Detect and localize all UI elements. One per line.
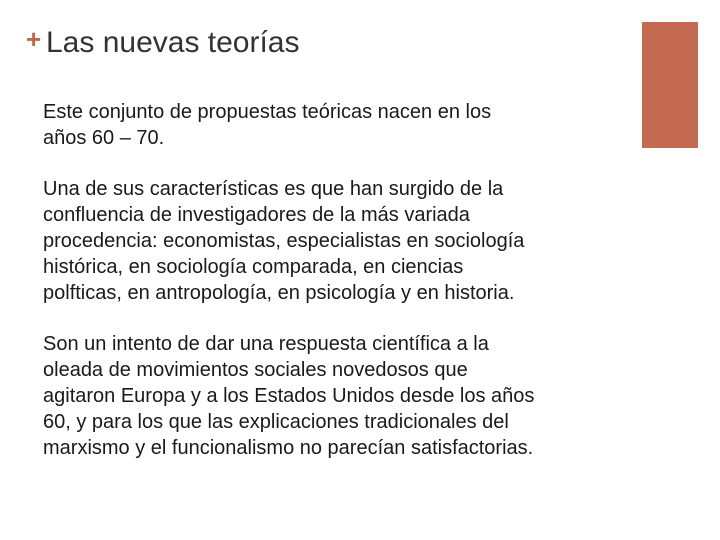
accent-bar <box>642 22 698 148</box>
paragraph-intro: Este conjunto de propuestas teóricas nacen en los años 60 – 70. <box>43 101 492 149</box>
paragraph-purpose: Son un intento de dar una respuesta científica a la oleada de movimientos sociales novedosos que agitaron Europa y a los Estados Unidos desde los años 60, y para los que las explicaciones tradicionales del marxismo y el funcionalismo no parecían satisfactorias. <box>43 333 535 459</box>
paragraph-characteristics: Una de sus características es que han surgido de la confluencia de investigadores de la más variada procedencia: economistas, especialistas en sociología histórica, en sociología comparada, en ciencias polfticas, en antropología, en psicología y en historia. <box>43 178 525 304</box>
slide-title: Las nuevas teorías <box>46 26 300 59</box>
slide-body <box>43 99 643 486</box>
plus-icon: + <box>26 24 42 54</box>
